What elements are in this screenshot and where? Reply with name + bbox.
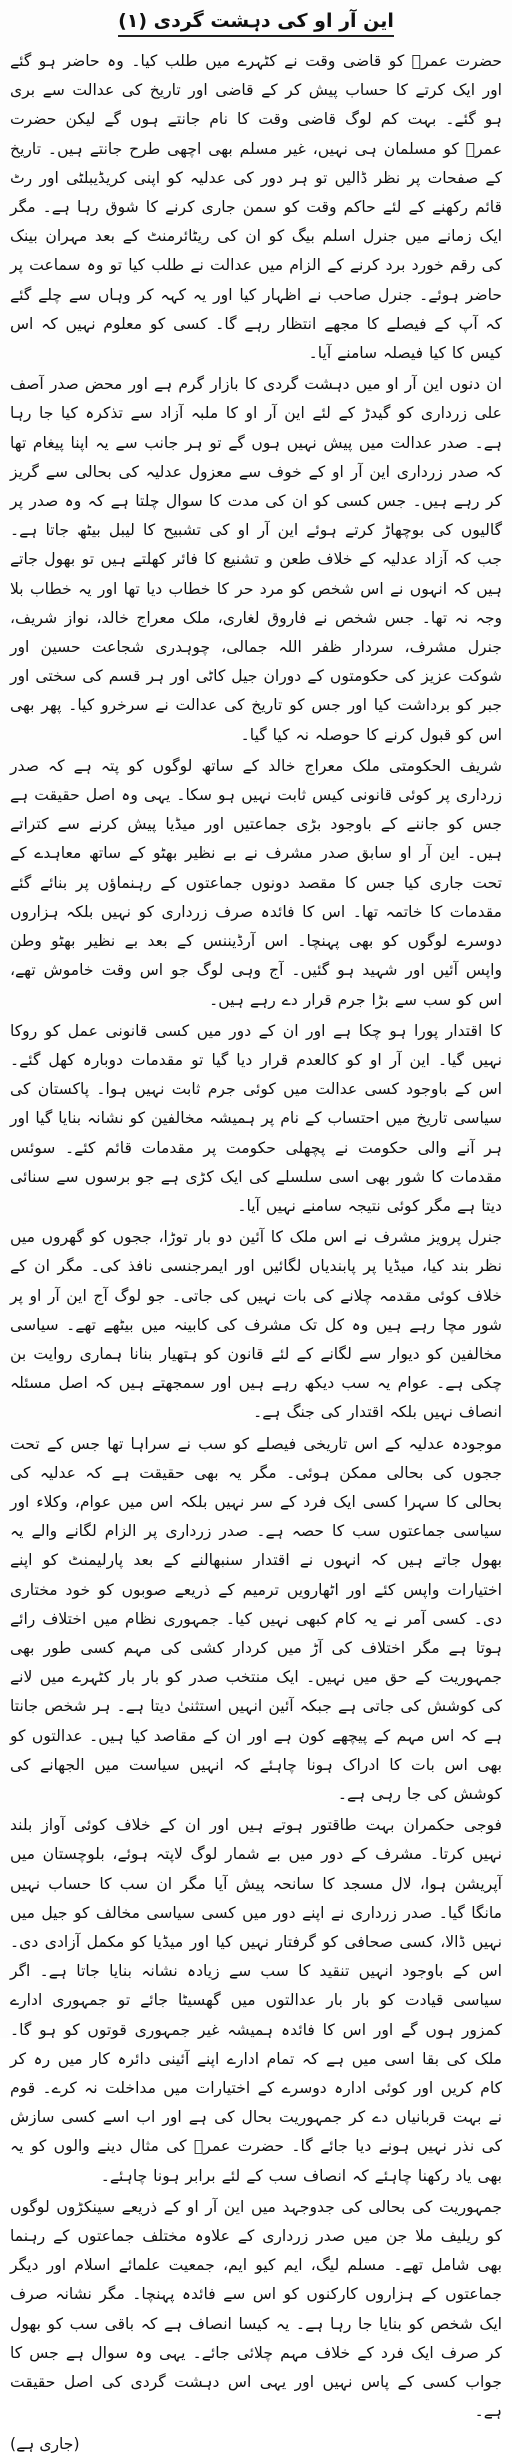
paragraph-5: جنرل پرویز مشرف نے اس ملک کا آئین دو بار توڑا، ججوں کو گھروں میں نظر بند کیا، میڈیا پر پابندیاں لگائیں اور ایمرجنسی نافذ کی۔ مگر ان کے خلاف کوئی مقدمہ چلانے کی بات نہیں کی جاتی۔ جو لوگ آج این آر او پر شور مچا رہے ہیں وہ کل تک مشرف کی کابینہ میں بیٹھے تھے۔ سیاسی مخالفین کو دیوار سے لگانے کے لئے قانون کو ہتھیار بنانا ہماری روایت بن چکی ہے۔ عوام یہ سب دیکھ رہے ہیں اور سمجھتے ہیں کہ اصل مسئلہ انصاف نہیں بلکہ اقتدار کی جنگ ہے۔ <box>10 1228 502 1422</box>
paragraph-2: ان دنوں این آر او میں دہشت گردی کا بازار گرم ہے اور محض صدر آصف علی زرداری کو گیدڑ کے لئے این آر او کا ملبہ آزاد سے تذکرہ کیا جا رہا ہے۔ صدر عدالت میں پیش نہیں ہوں گے تو ہر جانب سے یہ اپنا پیغام تھا کہ صدر زرداری این آر او کے خوف سے معزول عدلیہ کی بحالی سے گریز کر رہے ہیں۔ جس کسی کو ان کی مدت کا سوال چلتا ہے کہ وہ صدر پر گالیوں کی بوچھاڑ کرتے ہوئے این آر او کی تشبیح کا لیبل بیٹھ جاتا ہے۔ جب کہ آزاد عدلیہ کے خلاف طعن و تشنیع کا فائر کھلتے ہیں تو بھول جاتے ہیں کہ انہوں نے اس شخص کو مرد حر کا خطاب دیا تھا اور یہ خطاب بلا وجہ نہ تھا۔ جس شخص نے فاروق لغاری، ملک معراج خالد، نواز شریف، جنرل مشرف، سردار ظفر اللہ جمالی، چوہدری شجاعت حسین اور شوکت عزیز کی حکومتوں کے دوران جیل کاٹی اور ہر قسم کی سختی اور جبر کو برداشت کیا اور جس کو تاریخ کی عدالت نے سرخرو کیا۔ پھر بھی اس کو قبول کرنے کا حوصلہ نہ کیا گیا۔ <box>10 375 502 744</box>
column-title: این آر او کی دہشت گردی (۱) <box>118 10 394 37</box>
paragraph-8: جمہوریت کی بحالی کی جدوجہد میں این آر او کے ذریعے سینکڑوں لوگوں کو ریلیف ملا جن میں صدر زرداری کے علاوہ مختلف جماعتوں کے رہنما بھی شامل تھے۔ مسلم لیگ، ایم کیو ایم، جمعیت علمائے اسلام اور دیگر جماعتوں کے ہزاروں کارکنوں کو اس سے فائدہ پہنچا۔ مگر نشانہ صرف ایک شخص کو بنایا جا رہا ہے۔ یہ کیسا انصاف ہے کہ باقی سب کو بھول کر صرف ایک فرد کے خلاف مہم چلائی جائے۔ یہی وہ سوال ہے جس کا جواب کسی کے پاس نہیں اور یہی اس دہشت گردی کی اصل حقیقت ہے۔ <box>10 2197 502 2421</box>
paragraph-7: فوجی حکمران بہت طاقتور ہوتے ہیں اور ان کے خلاف کوئی آواز بلند نہیں کرتا۔ مشرف کے دور میں بے شمار لوگ لاپتہ ہوئے، بلوچستان میں آپریشن ہوا، لال مسجد کا سانحہ پیش آیا مگر ان سب کا حساب نہیں مانگا گیا۔ صدر زرداری نے اپنے دور میں کسی سیاسی مخالف کو جیل میں نہیں ڈالا، کسی صحافی کو گرفتار نہیں کیا اور میڈیا کو مکمل آزادی دی۔ اس کے باوجود انہیں تنقید کا سب سے زیادہ نشانہ بنایا جاتا ہے۔ اگر سیاسی قیادت کو بار بار عدالتوں میں گھسیٹا جائے تو جمہوری ادارے کمزور ہوں گے اور اس کا فائدہ ہمیشہ غیر جمہوری قوتوں کو ہو گا۔ ملک کی بقا اسی میں ہے کہ تمام ادارے اپنے آئینی دائرہ کار میں رہ کر کام کریں اور کوئی ادارہ دوسرے کے اختیارات میں مداخلت نہ کرے۔ قوم نے بہت قربانیاں دے کر جمہوریت بحال کی ہے اور اب اسے کسی سازش کی نذر نہیں ہونے دیا جائے گا۔ حضرت عمرؓ کی مثال دینے والوں کو یہ بھی یاد رکھنا چاہئے کہ انصاف سب کے لئے برابر ہونا چاہئے۔ <box>10 1816 502 2185</box>
paragraph-4: کا اقتدار پورا ہو چکا ہے اور ان کے دور میں کسی قانونی عمل کو روکا نہیں گیا۔ این آر او کو کالعدم قرار دیا گیا تو مقدمات دوبارہ کھل گئے۔ اس کے باوجود کسی عدالت میں کوئی جرم ثابت نہیں ہوا۔ پاکستان کی سیاسی تاریخ میں احتساب کے نام پر ہمیشہ مخالفین کو نشانہ بنایا گیا اور ہر آنے والی حکومت نے پچھلی حکومت پر مقدمات قائم کئے۔ سوئس مقدمات کا شور بھی اسی سلسلے کی ایک کڑی ہے جو برسوں سے سنائی دیتا ہے مگر کوئی نتیجہ سامنے نہیں آیا۔ <box>10 1021 502 1215</box>
continued-label: (جاری ہے) <box>10 2435 80 2454</box>
title-wrap <box>10 10 502 37</box>
paragraph-1: حضرت عمرؓ کو قاضی وقت نے کٹہرے میں طلب کیا۔ وہ حاضر ہو گئے اور ایک کرتے کا حساب پیش کر کے قاضی اور تاریخ کی عدالت سے بری ہو گئے۔ بہت کم لوگ قاضی وقت کا نام جانتے ہوں گے لیکن حضرت عمرؓ کو مسلمان ہی نہیں، غیر مسلم بھی اچھی طرح جانتے ہیں۔ تاریخ کے صفحات پر نظر ڈالیں تو ہر دور کی عدلیہ کو اپنی کریڈیبلٹی اور رٹ قائم رکھنے کے لئے حاکم وقت کو سمن جاری کرنے کا شوق رہا ہے۔ مگر ایک زمانے میں جنرل اسلم بیگ کو ان کی ریٹائرمنٹ کے بعد مہران بینک کی رقم خورد برد کرنے کے الزام میں عدالت نے طلب کیا تو وہ سماعت پر حاضر ہوئے۔ جنرل صاحب نے اظہار کیا اور یہ کہہ کر وہاں سے چلے گئے کہ آپ کے فیصلے کا مجھے انتظار رہے گا۔ کسی کو معلوم نہیں کہ اس کیس کا کیا فیصلہ سامنے آیا۔ <box>10 52 502 363</box>
paragraph-6: موجودہ عدلیہ کے اس تاریخی فیصلے کو سب نے سراہا تھا جس کے تحت ججوں کی بحالی ممکن ہوئی۔ مگر یہ بھی حقیقت ہے کہ عدلیہ کی بحالی کا سہرا کسی ایک فرد کے سر نہیں بلکہ اس میں عوام، وکلاء اور سیاسی جماعتوں سب کا حصہ ہے۔ صدر زرداری پر الزام لگانے والے یہ بھول جاتے ہیں کہ انہوں نے اقتدار سنبھالنے کے بعد پارلیمنٹ کو اپنے اختیارات واپس کئے اور اٹھارویں ترمیم کے ذریعے صوبوں کو خود مختاری دی۔ کسی آمر نے یہ کام کبھی نہیں کیا۔ جمہوری نظام میں اختلاف رائے ہوتا ہے مگر اختلاف کی آڑ میں کردار کشی کی مہم کسی طور بھی جمہوریت کے حق میں نہیں۔ ایک منتخب صدر کو بار بار کٹہرے میں لانے کی کوشش کی جاتی ہے جبکہ آئین انہیں استثنیٰ دیتا ہے۔ ہر شخص جانتا ہے کہ اس مہم کے پیچھے کون ہے اور ان کے مقاصد کیا ہیں۔ عدالتوں کو بھی اس بات کا ادراک ہونا چاہئے کہ انہیں سیاست میں الجھانے کی کوشش کی جا رہی ہے۔ <box>10 1434 502 1803</box>
paragraph-3: شریف الحکومتی ملک معراج خالد کے ساتھ لوگوں کو پتہ ہے کہ صدر زرداری پر کوئی قانونی کیس ثابت نہیں ہو سکا۔ یہی وہ اصل حقیقت ہے جس کو جاننے کے باوجود بڑی جماعتیں اور میڈیا پیش کرنے سے کتراتے ہیں۔ این آر او سابق صدر مشرف نے بے نظیر بھٹو کے ساتھ معاہدے کے تحت جاری کیا جس کا مقصد دونوں جماعتوں کے رہنماؤں پر بنائے گئے مقدمات کا خاتمہ تھا۔ اس کا فائدہ صرف زرداری کو نہیں بلکہ ہزاروں دوسرے لوگوں کو بھی پہنچا۔ اس آرڈیننس کے بعد بے نظیر بھٹو وطن واپس آئیں اور شہید ہو گئیں۔ آج وہی لوگ جو اس وقت خاموش تھے، اس کو سب سے بڑا جرم قرار دے رہے ہیں۔ <box>10 756 502 1009</box>
